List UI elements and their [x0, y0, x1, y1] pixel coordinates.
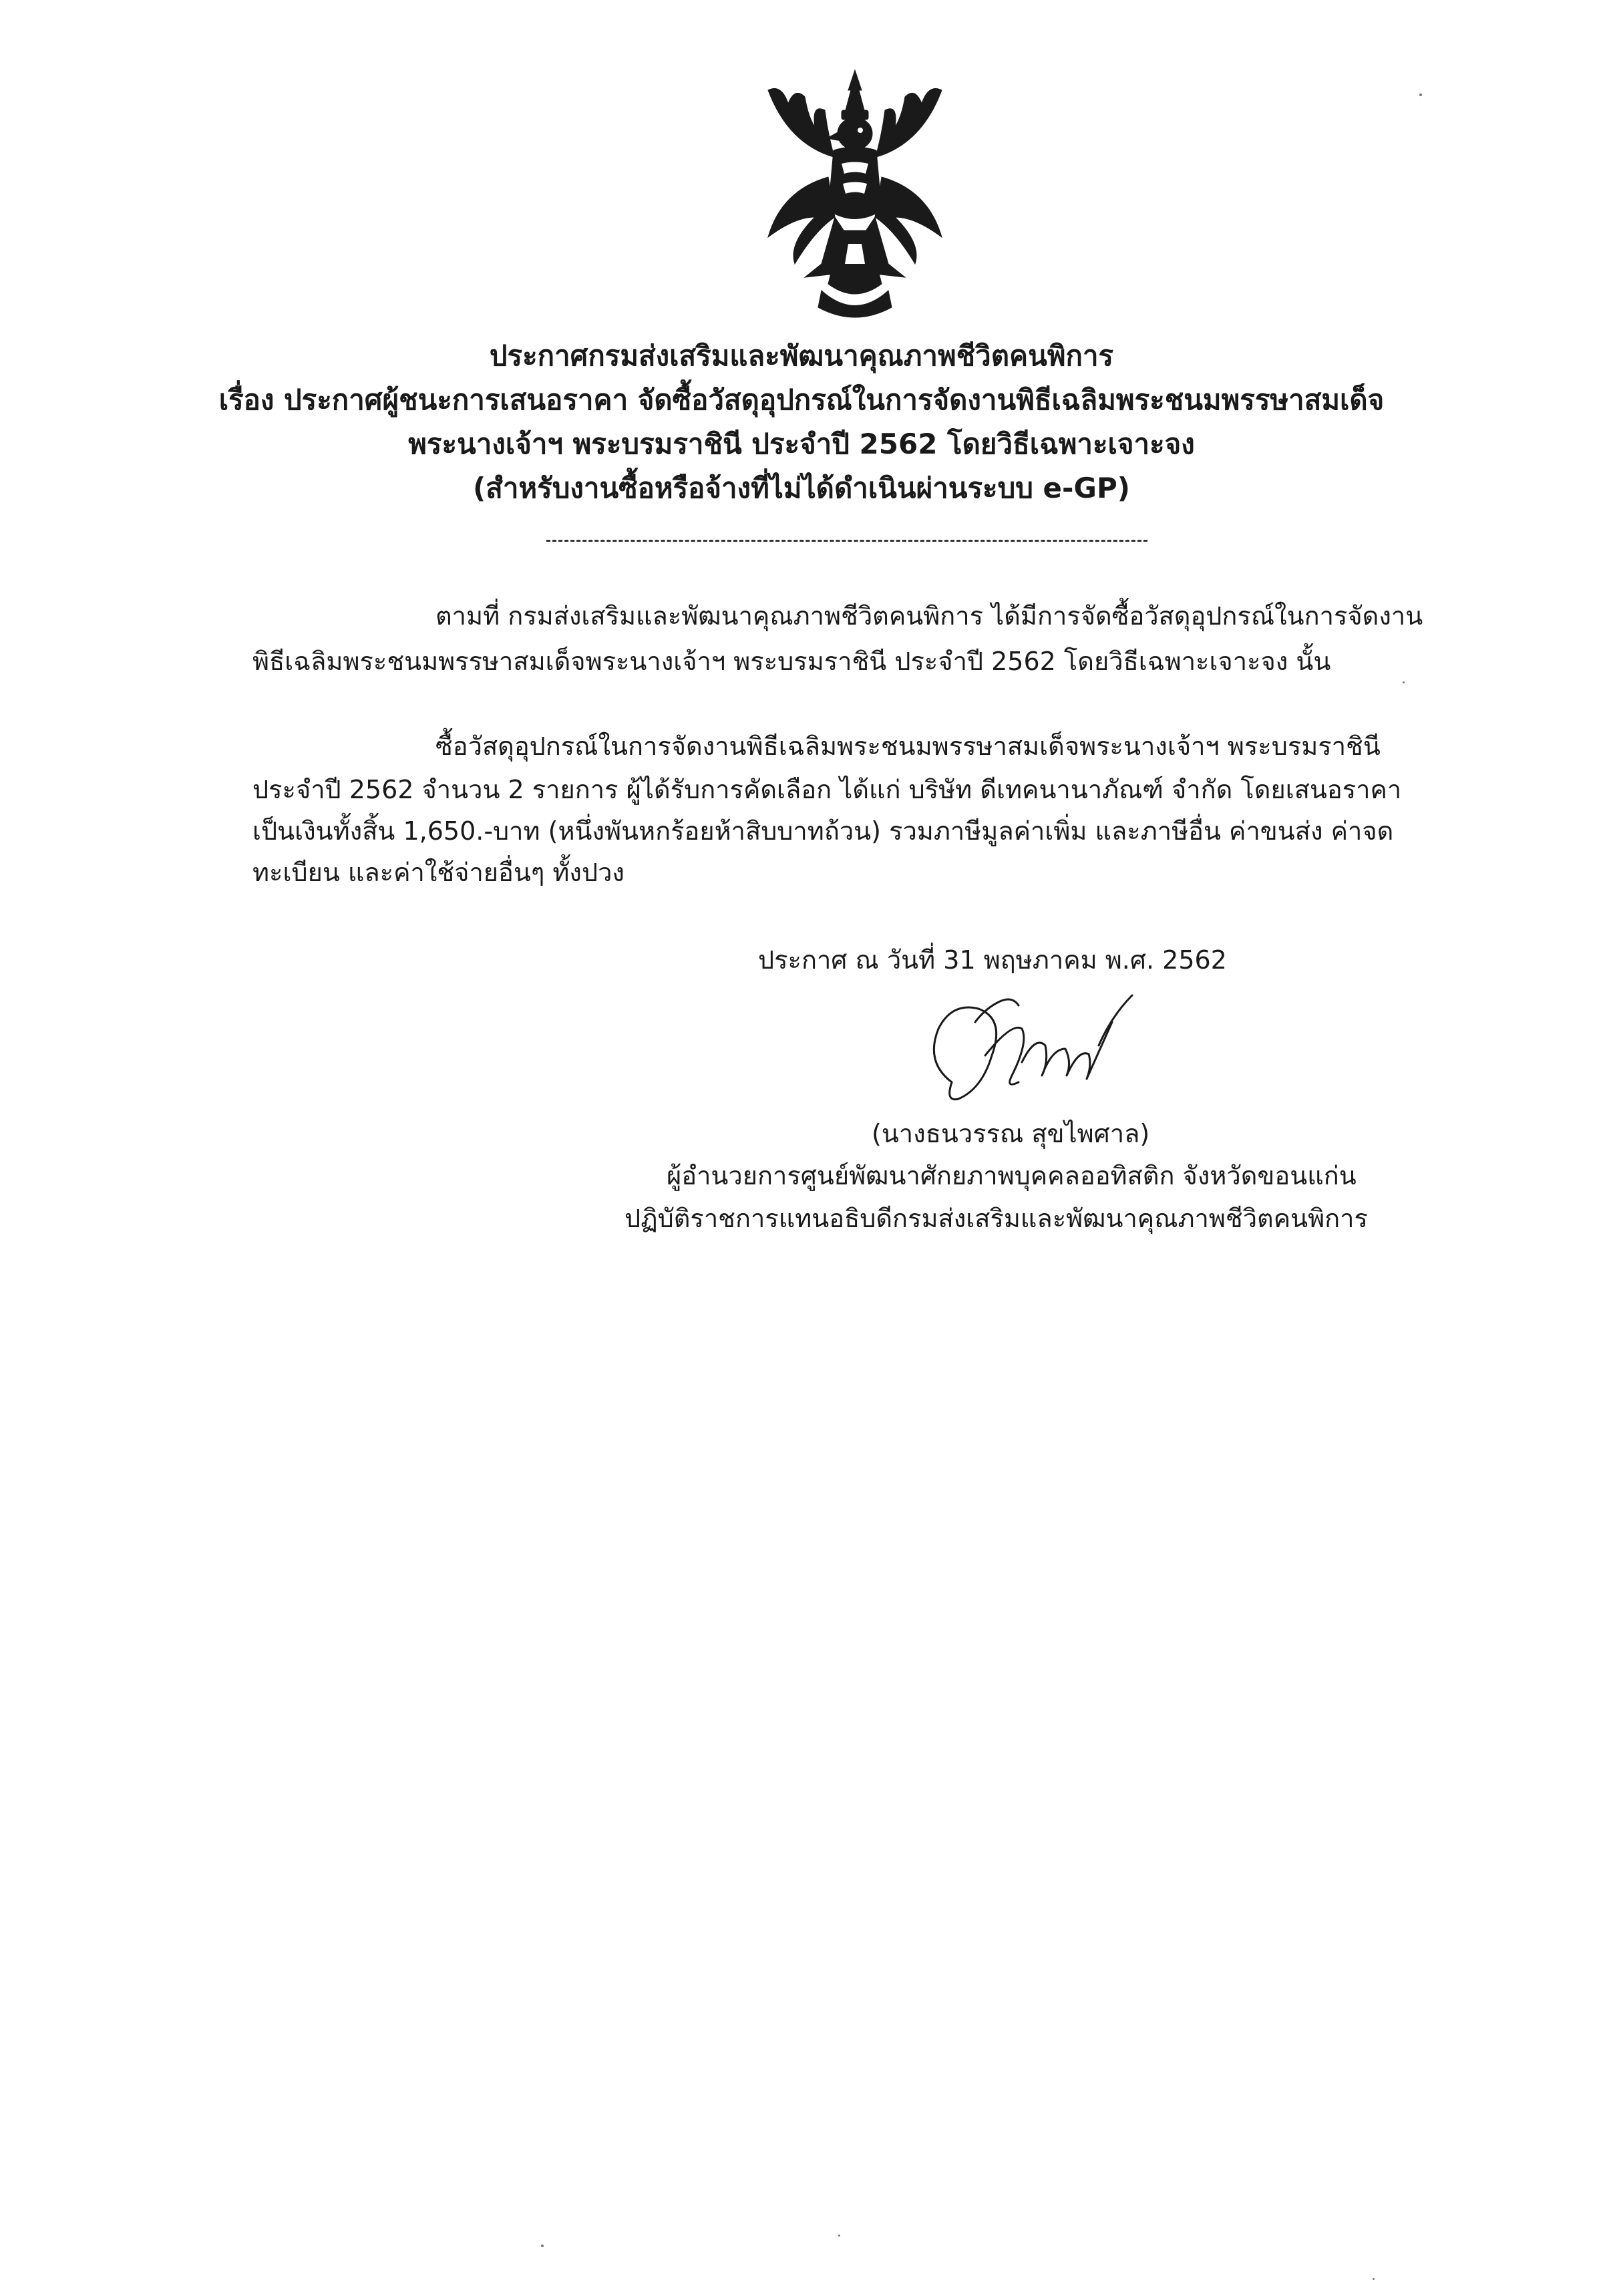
paragraph-2-line-3: เป็นเงินทั้งสิ้น 1,650.-บาท (หนึ่งพันหกร้อยห้าสิบบาทถ้วน) รวมภาษีมูลค่าเพิ่ม และภาษีอื่น ค่าขนส่ง ค่าจด	[252, 816, 1394, 846]
paragraph-2-line-1: ซื้อวัสดุอุปกรณ์ในการจัดงานพิธีเฉลิมพระชนมพรรษาสมเด็จพระนางเจ้าฯ พระบรมราชินี	[435, 731, 1381, 761]
scan-speck	[1373, 2278, 1375, 2280]
paragraph-1-line-1: ตามที่ กรมส่งเสริมและพัฒนาคุณภาพชีวิตคนพิการ ได้มีการจัดซื้อวัสดุอุปกรณ์ในการจัดงาน	[435, 601, 1423, 631]
signer-name: (นางธนวรรณ สุขไพศาล)	[872, 1119, 1150, 1148]
garuda-emblem-icon	[741, 63, 968, 324]
title-separator	[546, 540, 1147, 542]
signer-acting-on-behalf: ปฏิบัติราชการแทนอธิบดีกรมส่งเสริมและพัฒนาคุณภาพชีวิตคนพิการ	[624, 1204, 1368, 1233]
paragraph-2-line-4: ทะเบียน และค่าใช้จ่ายอื่นๆ ทั้งปวง	[252, 858, 624, 887]
announcement-title	[200, 334, 1403, 510]
scan-speck	[838, 2235, 840, 2237]
paragraph-2-line-2: ประจำปี 2562 จำนวน 2 รายการ ผู้ได้รับการคัดเลือก ได้แก่ บริษัท ดีเทคนานาภัณฑ์ จำกัด โดยเสนอราคา	[252, 775, 1402, 804]
title-line-4: (สำหรับงานซื้อหรือจ้างที่ไม่ได้ดำเนินผ่านระบบ e-GP)	[473, 472, 1130, 504]
announcement-date: ประกาศ ณ วันที่ 31 พฤษภาคม พ.ศ. 2562	[758, 945, 1227, 975]
paragraph-1-line-2: พิธีเฉลิมพระชนมพรรษาสมเด็จพระนางเจ้าฯ พระบรมราชินี ประจำปี 2562 โดยวิธีเฉพาะเจาะจง นั้น	[252, 647, 1331, 676]
title-line-3: พระนางเจ้าฯ พระบรมราชินี ประจำปี 2562 โดยวิธีเฉพาะเจาะจง	[408, 428, 1195, 460]
title-line-1: ประกาศกรมส่งเสริมและพัฒนาคุณภาพชีวิตคนพิการ	[489, 339, 1114, 372]
scan-speck	[541, 2245, 544, 2247]
title-line-2: เรื่อง ประกาศผู้ชนะการเสนอราคา จัดซื้อวัสดุอุปกรณ์ในการจัดงานพิธีเฉลิมพระชนมพรรษาสมเด็จ	[218, 383, 1385, 416]
scan-speck	[1419, 94, 1422, 96]
signer-position: ผู้อำนวยการศูนย์พัฒนาศักยภาพบุคคลออทิสติก จังหวัดขอนแก่น	[667, 1161, 1357, 1190]
scan-speck	[1403, 681, 1405, 683]
handwritten-signature	[912, 982, 1152, 1116]
